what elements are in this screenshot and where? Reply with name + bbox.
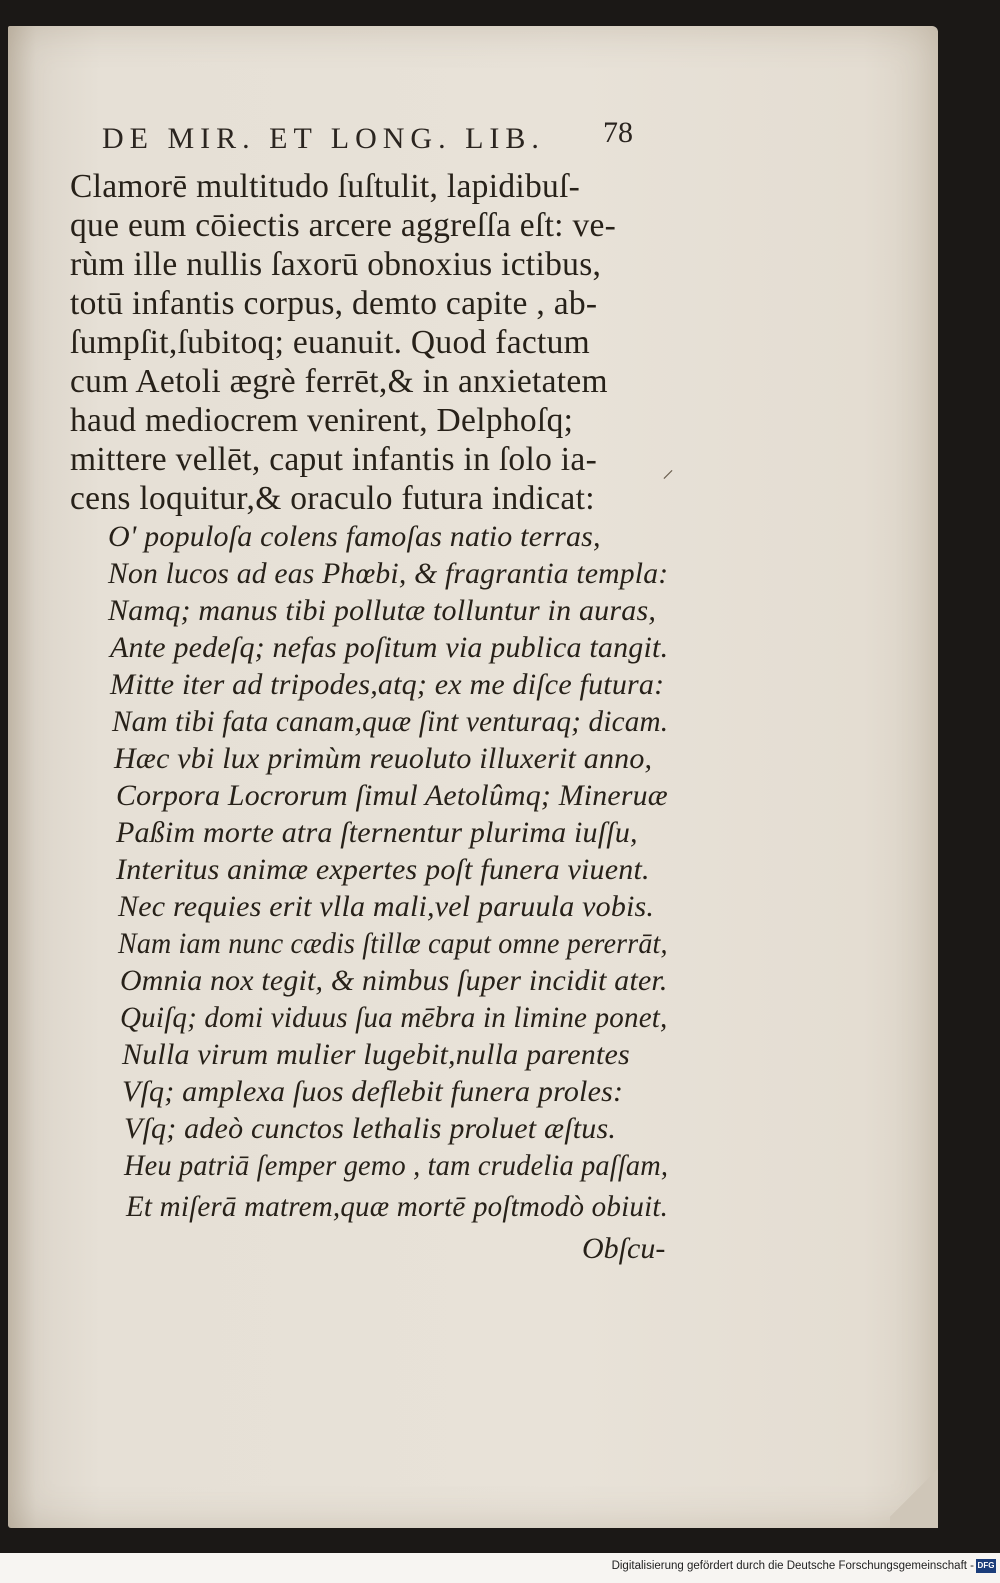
verse-line: Mitte iter ad tripodes,atq; ex me diſce futura: (110, 668, 665, 701)
verse-line: Heu patriā ſemper gemo , tam crudelia paſſam, (124, 1149, 669, 1182)
verse-line: O' populoſa colens famoſas natio terras, (108, 520, 601, 553)
page-corner-fold (890, 1458, 938, 1528)
verse-line: Paßim morte atra ſternentur plurima iuſſu, (116, 816, 638, 849)
verse-line: Ante pedeſq; nefas poſitum via publica tangit. (110, 631, 669, 664)
prose-line: ſumpſit,ſubitoq; euanuit. Quod factum (70, 324, 591, 361)
verse-line: Quiſq; domi viduus ſua mēbra in limine ponet, (120, 1001, 668, 1034)
verse-line: Nulla virum mulier lugebit,nulla parentes (122, 1038, 630, 1071)
verse-line: Non lucos ad eas Phœbi, & fragrantia templa: (108, 557, 669, 590)
catchword: Obſcu- (582, 1232, 666, 1265)
prose-line: cens loquitur,& oraculo futura indicat: (70, 480, 595, 517)
verse-line: Omnia nox tegit, & nimbus ſuper incidit ater. (120, 964, 668, 997)
prose-line: cum Aetoli ægrè ferrēt,& in anxietatem (70, 363, 608, 400)
running-head: DE MIR. ET LONG. LIB. (102, 122, 545, 155)
verse-line: Nam iam nunc cædis ſtillæ caput omne pererrāt, (118, 927, 668, 960)
verse-line: Et miſerā matrem,quæ mortē poſtmodò obiuit. (126, 1190, 669, 1223)
margin-mark: ⸝ (662, 457, 674, 483)
verse-line: Hæc vbi lux primùm reuoluto illuxerit anno, (114, 742, 653, 775)
verse-line: Corpora Locrorum ſimul Aetolûmq; Mineruæ (116, 779, 668, 812)
verse-line: Vſq; amplexa ſuos deflebit funera proles: (122, 1075, 624, 1108)
page-number: 78 (603, 116, 633, 149)
verse-line: Nec requies erit vlla mali,vel paruula vobis. (118, 890, 655, 923)
prose-line: haud mediocrem venirent, Delphoſq; (70, 402, 574, 439)
prose-line: mittere vellēt, caput infantis in ſolo ia- (70, 441, 598, 478)
verse-line: Vſq; adeò cunctos lethalis proluet æſtus. (124, 1112, 617, 1145)
digitization-credit: Digitalisierung gefördert durch die Deutsche Forschungsgemeinschaft - (611, 1560, 974, 1572)
verse-line: Namq; manus tibi pollutæ tolluntur in auras, (108, 594, 657, 627)
prose-line: rùm ille nullis ſaxorū obnoxius ictibus, (70, 246, 602, 283)
verse-line: Nam tibi fata canam,quæ ſint venturaq; dicam. (112, 705, 669, 738)
dfg-logo: DFG (976, 1559, 996, 1573)
prose-line: totū infantis corpus, demto capite , ab- (70, 285, 598, 322)
verse-line: Interitus animæ expertes poſt funera viuent. (116, 853, 650, 886)
prose-line: Clamorē multitudo ſuſtulit, lapidibuſ- (70, 168, 581, 205)
prose-line: que eum cōiectis arcere aggreſſa eſt: ve- (70, 207, 617, 244)
